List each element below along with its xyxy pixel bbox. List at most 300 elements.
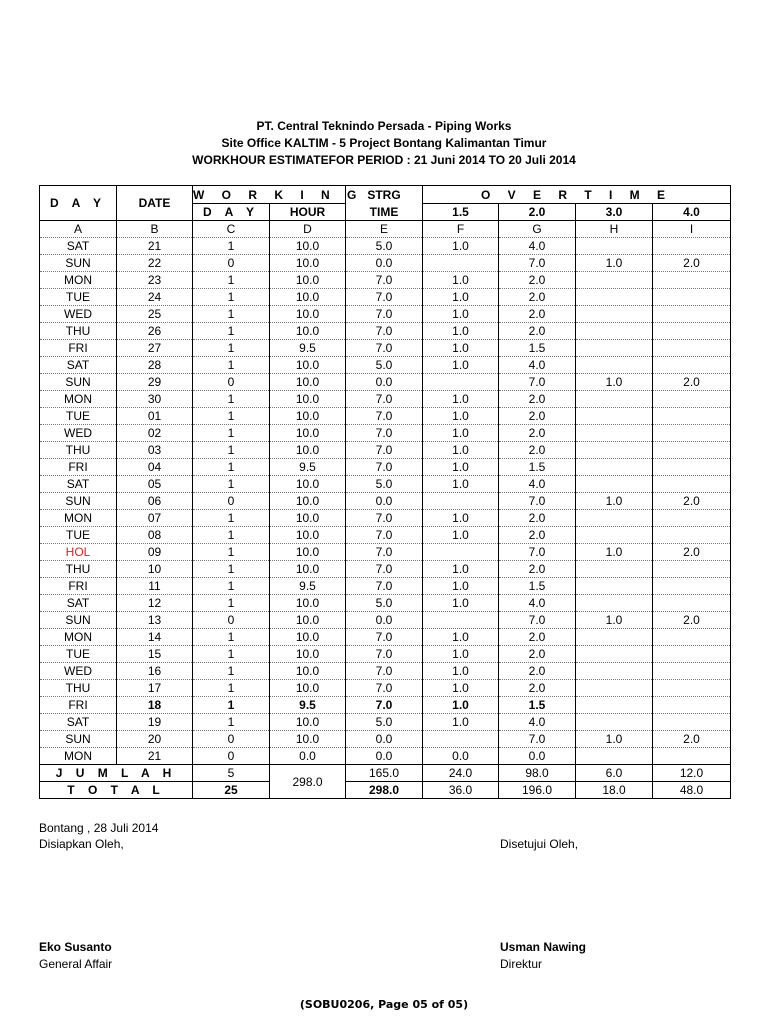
row-cell: 1.0 xyxy=(576,374,653,391)
row-cell: 7.0 xyxy=(346,510,423,527)
row-cell: 0.0 xyxy=(270,748,346,765)
row-cell: 1.0 xyxy=(423,714,499,731)
row-cell xyxy=(653,238,731,255)
row-cell: 7.0 xyxy=(346,561,423,578)
total-ot30: 18.0 xyxy=(576,782,653,799)
row-cell: 1 xyxy=(193,323,270,340)
row-cell: 1 xyxy=(193,357,270,374)
row-date: 10 xyxy=(117,561,193,578)
row-day: MON xyxy=(40,391,117,408)
table-row xyxy=(40,646,731,663)
jumlah-ot30: 6.0 xyxy=(576,765,653,782)
table-row xyxy=(40,442,731,459)
row-cell: 1.0 xyxy=(423,442,499,459)
row-cell: 1 xyxy=(193,527,270,544)
row-day: WED xyxy=(40,425,117,442)
row-cell xyxy=(576,510,653,527)
site-office-title: Site Office KALTIM - 5 Project Bontang Kalimantan Timur xyxy=(221,136,547,150)
approver-name: Usman Nawing xyxy=(500,940,587,954)
row-cell: 10.0 xyxy=(270,374,346,391)
row-date: 18 xyxy=(117,697,193,714)
column-letter-row xyxy=(40,221,731,238)
row-cell: 1 xyxy=(193,442,270,459)
jumlah-row xyxy=(40,765,731,782)
col-working-header: W O R K I N G xyxy=(193,187,364,202)
row-cell: 4.0 xyxy=(499,357,576,374)
row-cell: 1.0 xyxy=(423,425,499,442)
row-cell: 2.0 xyxy=(499,527,576,544)
row-cell: 10.0 xyxy=(270,408,346,425)
col-time-header: TIME xyxy=(346,204,423,221)
row-date: 06 xyxy=(117,493,193,510)
row-cell xyxy=(653,272,731,289)
total-hour: 298.0 xyxy=(270,765,346,799)
row-cell: 7.0 xyxy=(346,408,423,425)
row-cell: 7.0 xyxy=(346,289,423,306)
row-cell: 2.0 xyxy=(499,272,576,289)
row-day: SAT xyxy=(40,476,117,493)
table-row xyxy=(40,357,731,374)
row-cell: 2.0 xyxy=(653,612,731,629)
row-cell: 1 xyxy=(193,561,270,578)
row-cell xyxy=(576,357,653,374)
row-cell xyxy=(653,340,731,357)
row-day: THU xyxy=(40,442,117,459)
table-row xyxy=(40,408,731,425)
column-letter: E xyxy=(346,221,423,238)
place-date: Bontang , 28 Juli 2014 xyxy=(39,821,159,835)
row-cell xyxy=(576,714,653,731)
row-cell: 1 xyxy=(193,340,270,357)
row-cell xyxy=(576,306,653,323)
row-cell: 2.0 xyxy=(653,374,731,391)
col-working-day-header: D A Y xyxy=(193,204,270,221)
table-row xyxy=(40,272,731,289)
approver-title: Direktur xyxy=(500,957,543,971)
row-day: MON xyxy=(40,272,117,289)
column-letter: H xyxy=(576,221,653,238)
row-cell: 2.0 xyxy=(499,510,576,527)
row-cell xyxy=(653,561,731,578)
row-cell: 2.0 xyxy=(499,306,576,323)
table-row xyxy=(40,663,731,680)
row-cell: 10.0 xyxy=(270,544,346,561)
row-day: FRI xyxy=(40,459,117,476)
column-letter: G xyxy=(499,221,576,238)
row-cell xyxy=(653,323,731,340)
row-date: 19 xyxy=(117,714,193,731)
row-cell xyxy=(576,238,653,255)
row-cell: 2.0 xyxy=(499,680,576,697)
row-cell: 4.0 xyxy=(499,714,576,731)
table-row xyxy=(40,391,731,408)
row-day: SUN xyxy=(40,374,117,391)
row-cell xyxy=(653,391,731,408)
row-cell: 0.0 xyxy=(499,748,576,765)
row-cell: 0 xyxy=(193,255,270,272)
jumlah-ot20: 98.0 xyxy=(499,765,576,782)
row-cell: 1 xyxy=(193,459,270,476)
col-date-header: DATE xyxy=(117,186,193,221)
row-day: WED xyxy=(40,663,117,680)
row-cell: 7.0 xyxy=(346,442,423,459)
row-day: SUN xyxy=(40,612,117,629)
row-cell: 2.0 xyxy=(653,255,731,272)
row-cell: 1.5 xyxy=(499,340,576,357)
row-cell: 1.0 xyxy=(423,323,499,340)
table-row xyxy=(40,493,731,510)
row-cell: 0 xyxy=(193,731,270,748)
row-cell: 2.0 xyxy=(499,408,576,425)
row-cell: 10.0 xyxy=(270,323,346,340)
row-cell: 7.0 xyxy=(346,459,423,476)
row-cell: 1 xyxy=(193,289,270,306)
row-cell: 7.0 xyxy=(346,646,423,663)
row-cell: 1 xyxy=(193,629,270,646)
row-date: 17 xyxy=(117,680,193,697)
row-cell: 1.0 xyxy=(576,544,653,561)
row-day: SAT xyxy=(40,595,117,612)
row-cell: 0 xyxy=(193,493,270,510)
row-date: 08 xyxy=(117,527,193,544)
column-letter: B xyxy=(117,221,193,238)
row-cell xyxy=(423,374,499,391)
row-date: 21 xyxy=(117,748,193,765)
row-cell: 7.0 xyxy=(499,544,576,561)
table-row xyxy=(40,306,731,323)
row-date: 15 xyxy=(117,646,193,663)
row-cell: 1 xyxy=(193,306,270,323)
row-cell: 7.0 xyxy=(346,272,423,289)
row-date: 05 xyxy=(117,476,193,493)
row-cell xyxy=(576,442,653,459)
preparer-name: Eko Susanto xyxy=(39,940,112,954)
row-cell: 1.5 xyxy=(499,697,576,714)
row-cell: 1.0 xyxy=(423,476,499,493)
row-cell: 1.0 xyxy=(423,663,499,680)
row-cell xyxy=(653,289,731,306)
row-cell: 2.0 xyxy=(499,289,576,306)
row-cell: 0.0 xyxy=(346,493,423,510)
table-row xyxy=(40,612,731,629)
table-row xyxy=(40,731,731,748)
row-cell xyxy=(576,561,653,578)
row-cell xyxy=(653,527,731,544)
total-label: T O T A L xyxy=(40,782,193,799)
row-cell xyxy=(576,289,653,306)
row-cell: 10.0 xyxy=(270,272,346,289)
row-date: 11 xyxy=(117,578,193,595)
row-cell: 1.0 xyxy=(423,408,499,425)
row-cell: 0 xyxy=(193,612,270,629)
row-cell: 0.0 xyxy=(423,748,499,765)
row-cell xyxy=(576,391,653,408)
row-cell: 10.0 xyxy=(270,306,346,323)
row-cell xyxy=(423,612,499,629)
row-cell: 2.0 xyxy=(499,425,576,442)
row-cell: 10.0 xyxy=(270,391,346,408)
row-day: HOL xyxy=(40,544,117,561)
row-cell: 1.0 xyxy=(423,459,499,476)
row-cell: 1.0 xyxy=(423,306,499,323)
table-row xyxy=(40,544,731,561)
row-cell: 10.0 xyxy=(270,612,346,629)
row-cell: 1.0 xyxy=(423,340,499,357)
row-date: 30 xyxy=(117,391,193,408)
table-row xyxy=(40,255,731,272)
column-letter: C xyxy=(193,221,270,238)
row-cell xyxy=(576,527,653,544)
row-cell: 10.0 xyxy=(270,561,346,578)
row-cell: 10.0 xyxy=(270,255,346,272)
row-cell: 4.0 xyxy=(499,476,576,493)
row-cell: 5.0 xyxy=(346,238,423,255)
row-date: 12 xyxy=(117,595,193,612)
row-cell xyxy=(653,476,731,493)
row-cell: 1 xyxy=(193,578,270,595)
row-day: TUE xyxy=(40,646,117,663)
row-cell xyxy=(576,578,653,595)
row-cell: 1.5 xyxy=(499,459,576,476)
row-cell: 0.0 xyxy=(346,255,423,272)
row-cell xyxy=(653,595,731,612)
row-cell: 2.0 xyxy=(499,391,576,408)
row-cell: 1 xyxy=(193,595,270,612)
row-date: 29 xyxy=(117,374,193,391)
row-cell: 0.0 xyxy=(346,612,423,629)
row-cell: 1.0 xyxy=(423,527,499,544)
row-cell: 10.0 xyxy=(270,646,346,663)
row-cell: 7.0 xyxy=(346,544,423,561)
workhour-table xyxy=(39,185,731,799)
row-date: 20 xyxy=(117,731,193,748)
table-row xyxy=(40,697,731,714)
total-row xyxy=(40,782,731,799)
row-cell: 7.0 xyxy=(499,493,576,510)
row-cell: 1.0 xyxy=(423,391,499,408)
row-cell xyxy=(653,697,731,714)
row-cell: 10.0 xyxy=(270,493,346,510)
table-row xyxy=(40,476,731,493)
row-cell: 1 xyxy=(193,425,270,442)
row-cell: 7.0 xyxy=(499,731,576,748)
row-cell xyxy=(576,476,653,493)
row-cell: 1.0 xyxy=(576,731,653,748)
row-cell: 5.0 xyxy=(346,595,423,612)
row-cell: 5.0 xyxy=(346,714,423,731)
row-cell xyxy=(653,629,731,646)
col-strg-header: STRG xyxy=(346,186,423,204)
column-letter: I xyxy=(653,221,731,238)
row-day: THU xyxy=(40,561,117,578)
row-cell: 0.0 xyxy=(346,731,423,748)
row-cell: 7.0 xyxy=(346,425,423,442)
row-cell xyxy=(653,748,731,765)
row-cell: 10.0 xyxy=(270,442,346,459)
row-day: SAT xyxy=(40,238,117,255)
row-cell: 1 xyxy=(193,663,270,680)
row-cell xyxy=(653,578,731,595)
row-cell: 2.0 xyxy=(499,442,576,459)
row-cell: 9.5 xyxy=(270,459,346,476)
page-reference: (SOBU0206, Page 05 of 05) xyxy=(299,998,469,1011)
row-day: MON xyxy=(40,748,117,765)
row-cell xyxy=(653,408,731,425)
row-cell: 10.0 xyxy=(270,238,346,255)
row-cell xyxy=(653,714,731,731)
row-cell: 1.0 xyxy=(576,255,653,272)
table-row xyxy=(40,340,731,357)
row-cell xyxy=(653,442,731,459)
table-row xyxy=(40,323,731,340)
row-cell: 1.0 xyxy=(576,493,653,510)
row-cell: 2.0 xyxy=(653,544,731,561)
period-title: WORKHOUR ESTIMATEFOR PERIOD : 21 Juni 2014 TO 20 Juli 2014 xyxy=(192,153,576,167)
row-cell: 10.0 xyxy=(270,663,346,680)
row-cell xyxy=(653,357,731,374)
row-cell: 1.0 xyxy=(423,578,499,595)
row-cell: 1.0 xyxy=(423,289,499,306)
col-ot15-header: 1.5 xyxy=(423,204,499,221)
total-time: 298.0 xyxy=(346,782,423,799)
table-row xyxy=(40,578,731,595)
total-ot20: 196.0 xyxy=(499,782,576,799)
row-cell: 1 xyxy=(193,680,270,697)
row-cell xyxy=(576,272,653,289)
row-day: SAT xyxy=(40,357,117,374)
row-date: 22 xyxy=(117,255,193,272)
total-ot15: 36.0 xyxy=(423,782,499,799)
table-row xyxy=(40,748,731,765)
row-day: THU xyxy=(40,323,117,340)
row-cell xyxy=(653,680,731,697)
row-date: 28 xyxy=(117,357,193,374)
row-cell: 1 xyxy=(193,272,270,289)
row-cell xyxy=(576,646,653,663)
table-row xyxy=(40,527,731,544)
row-cell: 4.0 xyxy=(499,595,576,612)
row-cell xyxy=(576,697,653,714)
row-cell xyxy=(576,408,653,425)
row-cell: 1 xyxy=(193,510,270,527)
table-row xyxy=(40,374,731,391)
row-cell: 1 xyxy=(193,238,270,255)
col-overtime-header: O V E R T I M E xyxy=(423,186,731,204)
row-cell xyxy=(653,306,731,323)
row-date: 23 xyxy=(117,272,193,289)
row-cell: 10.0 xyxy=(270,731,346,748)
row-cell: 7.0 xyxy=(346,663,423,680)
row-cell: 7.0 xyxy=(499,255,576,272)
table-row xyxy=(40,459,731,476)
row-cell: 4.0 xyxy=(499,238,576,255)
jumlah-day: 5 xyxy=(193,765,270,782)
row-cell: 1 xyxy=(193,714,270,731)
column-letter: A xyxy=(40,221,117,238)
row-date: 13 xyxy=(117,612,193,629)
row-day: WED xyxy=(40,306,117,323)
row-cell xyxy=(653,425,731,442)
col-ot40-header: 4.0 xyxy=(653,204,731,221)
row-cell: 1.0 xyxy=(423,238,499,255)
row-cell: 10.0 xyxy=(270,510,346,527)
row-day: THU xyxy=(40,680,117,697)
row-date: 09 xyxy=(117,544,193,561)
row-date: 21 xyxy=(117,238,193,255)
jumlah-ot15: 24.0 xyxy=(423,765,499,782)
row-cell: 9.5 xyxy=(270,697,346,714)
col-day-header: D A Y xyxy=(40,186,117,221)
row-date: 01 xyxy=(117,408,193,425)
row-cell: 1.0 xyxy=(423,595,499,612)
table-row xyxy=(40,425,731,442)
row-cell: 1.0 xyxy=(423,697,499,714)
row-cell: 7.0 xyxy=(346,391,423,408)
row-cell xyxy=(576,459,653,476)
row-cell: 1.0 xyxy=(423,646,499,663)
table-row xyxy=(40,629,731,646)
table-row xyxy=(40,289,731,306)
prepared-label: Disiapkan Oleh, xyxy=(39,837,124,851)
row-cell: 9.5 xyxy=(270,578,346,595)
row-cell: 10.0 xyxy=(270,289,346,306)
row-cell xyxy=(576,340,653,357)
row-cell: 1 xyxy=(193,646,270,663)
row-cell: 10.0 xyxy=(270,476,346,493)
preparer-title: General Affair xyxy=(39,957,113,971)
row-cell: 10.0 xyxy=(270,425,346,442)
row-cell: 9.5 xyxy=(270,340,346,357)
row-cell: 0 xyxy=(193,374,270,391)
row-cell: 1 xyxy=(193,544,270,561)
row-cell: 7.0 xyxy=(499,612,576,629)
row-date: 03 xyxy=(117,442,193,459)
table-row xyxy=(40,595,731,612)
row-cell: 1.0 xyxy=(423,680,499,697)
row-cell xyxy=(576,680,653,697)
row-cell: 0.0 xyxy=(346,748,423,765)
row-cell: 5.0 xyxy=(346,476,423,493)
row-cell: 1.0 xyxy=(423,561,499,578)
row-cell xyxy=(423,255,499,272)
row-cell xyxy=(423,544,499,561)
row-cell xyxy=(653,646,731,663)
row-cell: 10.0 xyxy=(270,629,346,646)
jumlah-label: J U M L A H xyxy=(40,765,193,782)
row-cell xyxy=(576,663,653,680)
row-cell: 10.0 xyxy=(270,527,346,544)
row-day: FRI xyxy=(40,697,117,714)
row-cell: 1.0 xyxy=(423,629,499,646)
row-cell: 1.0 xyxy=(423,357,499,374)
row-cell: 2.0 xyxy=(653,731,731,748)
row-cell: 2.0 xyxy=(499,323,576,340)
row-day: FRI xyxy=(40,340,117,357)
row-cell: 1 xyxy=(193,408,270,425)
row-cell: 1.0 xyxy=(423,272,499,289)
row-cell: 2.0 xyxy=(499,646,576,663)
row-cell xyxy=(653,459,731,476)
row-day: SUN xyxy=(40,731,117,748)
column-letter: D xyxy=(270,221,346,238)
row-cell: 10.0 xyxy=(270,595,346,612)
total-day: 25 xyxy=(193,782,270,799)
row-cell: 7.0 xyxy=(346,697,423,714)
row-cell: 7.0 xyxy=(346,527,423,544)
row-cell: 2.0 xyxy=(499,629,576,646)
table-row xyxy=(40,510,731,527)
total-ot40: 48.0 xyxy=(653,782,731,799)
